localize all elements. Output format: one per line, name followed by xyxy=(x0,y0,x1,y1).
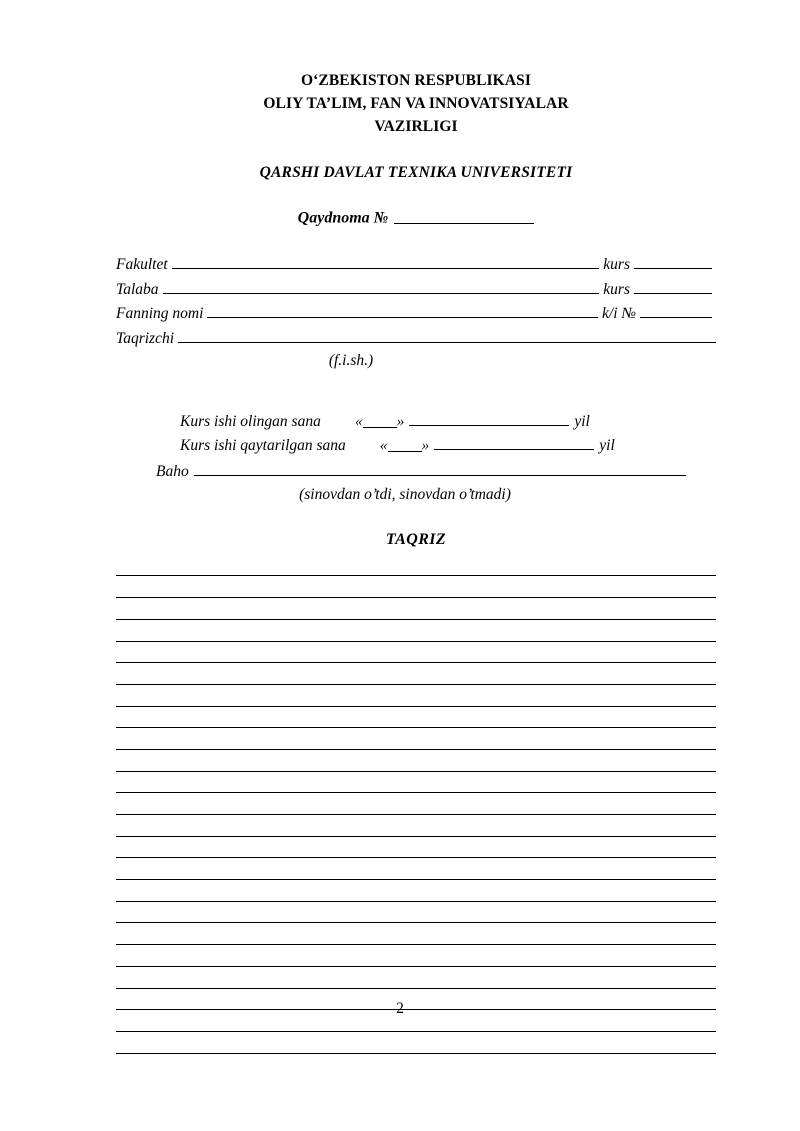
field-label-taqrizchi: Taqrizchi xyxy=(116,329,175,347)
writing-line[interactable] xyxy=(116,663,716,685)
field-row-taqrizchi xyxy=(116,327,716,351)
quote-open-received: « xyxy=(354,413,363,431)
date-month-blank-received[interactable] xyxy=(409,411,569,427)
document-content xyxy=(116,70,716,1054)
writing-line[interactable] xyxy=(116,902,716,924)
writing-line[interactable] xyxy=(116,642,716,664)
date-label-received: Kurs ishi olingan sana xyxy=(180,413,321,431)
field-row-talaba xyxy=(116,278,716,302)
writing-line[interactable] xyxy=(116,815,716,837)
date-day-blank-received[interactable] xyxy=(363,413,397,429)
field-blank-talaba[interactable] xyxy=(163,278,600,294)
document-title xyxy=(116,209,716,227)
quote-close-received: » xyxy=(396,413,405,431)
ministry-line-1: O‘ZBEKISTON RESPUBLIKASI xyxy=(301,72,531,89)
document-number-blank[interactable] xyxy=(394,209,534,224)
date-year-label-received: yil xyxy=(574,413,590,431)
writing-line[interactable] xyxy=(116,620,716,642)
date-day-received[interactable] xyxy=(355,410,405,434)
field-blank-taqrizchi[interactable] xyxy=(178,327,716,343)
writing-line[interactable] xyxy=(116,750,716,772)
field-blank-fakultet-kurs[interactable] xyxy=(634,253,712,269)
writing-line[interactable] xyxy=(116,685,716,707)
field-blank-ki-number[interactable] xyxy=(640,303,712,319)
field-label-talaba: Talaba xyxy=(116,280,159,298)
university-name: QARSHI DAVLAT TEXNIKA UNIVERSITETI xyxy=(259,163,573,181)
writing-line[interactable] xyxy=(116,967,716,989)
date-month-blank-returned[interactable] xyxy=(434,435,594,451)
grade-label: Baho xyxy=(156,463,189,481)
writing-line[interactable] xyxy=(116,880,716,902)
writing-line[interactable] xyxy=(116,707,716,729)
field-row-fakultet xyxy=(116,253,716,277)
field-blank-talaba-kurs[interactable] xyxy=(634,278,712,294)
field-blank-fakultet[interactable] xyxy=(172,253,600,269)
ministry-heading xyxy=(116,70,716,139)
date-year-label-returned: yil xyxy=(599,437,615,455)
ministry-line-3: VAZIRLIGI xyxy=(374,117,458,135)
writing-line[interactable] xyxy=(116,576,716,598)
writing-line[interactable] xyxy=(116,1032,716,1054)
writing-line[interactable] xyxy=(116,565,716,576)
writing-line[interactable] xyxy=(116,923,716,945)
field-label-fakultet: Fakultet xyxy=(116,256,168,274)
grade-row xyxy=(116,460,716,484)
field-label-ki-number: k/i № xyxy=(602,305,636,323)
writing-line[interactable] xyxy=(116,772,716,794)
field-label-fakultet-kurs: kurs xyxy=(603,256,630,274)
review-writing-lines xyxy=(116,565,716,1053)
field-blank-fanning-nomi[interactable] xyxy=(207,303,598,319)
writing-line[interactable] xyxy=(116,728,716,750)
date-day-blank-returned[interactable] xyxy=(388,437,422,453)
quote-close-returned: » xyxy=(421,437,430,455)
dates-block xyxy=(116,410,716,504)
field-caption-fish: (f.i.sh.) xyxy=(328,352,374,370)
review-title: TAQRIZ xyxy=(385,531,447,549)
quote-open-returned: « xyxy=(379,437,388,455)
date-row-received xyxy=(116,410,716,434)
form-fields xyxy=(116,253,716,370)
writing-line[interactable] xyxy=(116,837,716,859)
writing-line[interactable] xyxy=(116,945,716,967)
field-label-fanning-nomi: Fanning nomi xyxy=(116,305,204,323)
field-row-fanning-nomi xyxy=(116,302,716,326)
date-label-returned: Kurs ishi qaytarilgan sana xyxy=(180,437,346,455)
grade-caption: (sinovdan o’tdi, sinovdan o’tmadi) xyxy=(299,486,511,504)
grade-blank[interactable] xyxy=(194,461,686,477)
date-row-returned xyxy=(116,434,716,458)
writing-line[interactable] xyxy=(116,858,716,880)
date-day-returned[interactable] xyxy=(380,434,430,458)
field-label-talaba-kurs: kurs xyxy=(603,280,630,298)
writing-line[interactable] xyxy=(116,598,716,620)
page-number: 2 xyxy=(396,1000,404,1017)
document-title-text: Qaydnoma № xyxy=(297,209,389,227)
ministry-line-2: OLIY TA’LIM, FAN VA INNOVATSIYALAR xyxy=(263,94,569,112)
writing-line[interactable] xyxy=(116,793,716,815)
